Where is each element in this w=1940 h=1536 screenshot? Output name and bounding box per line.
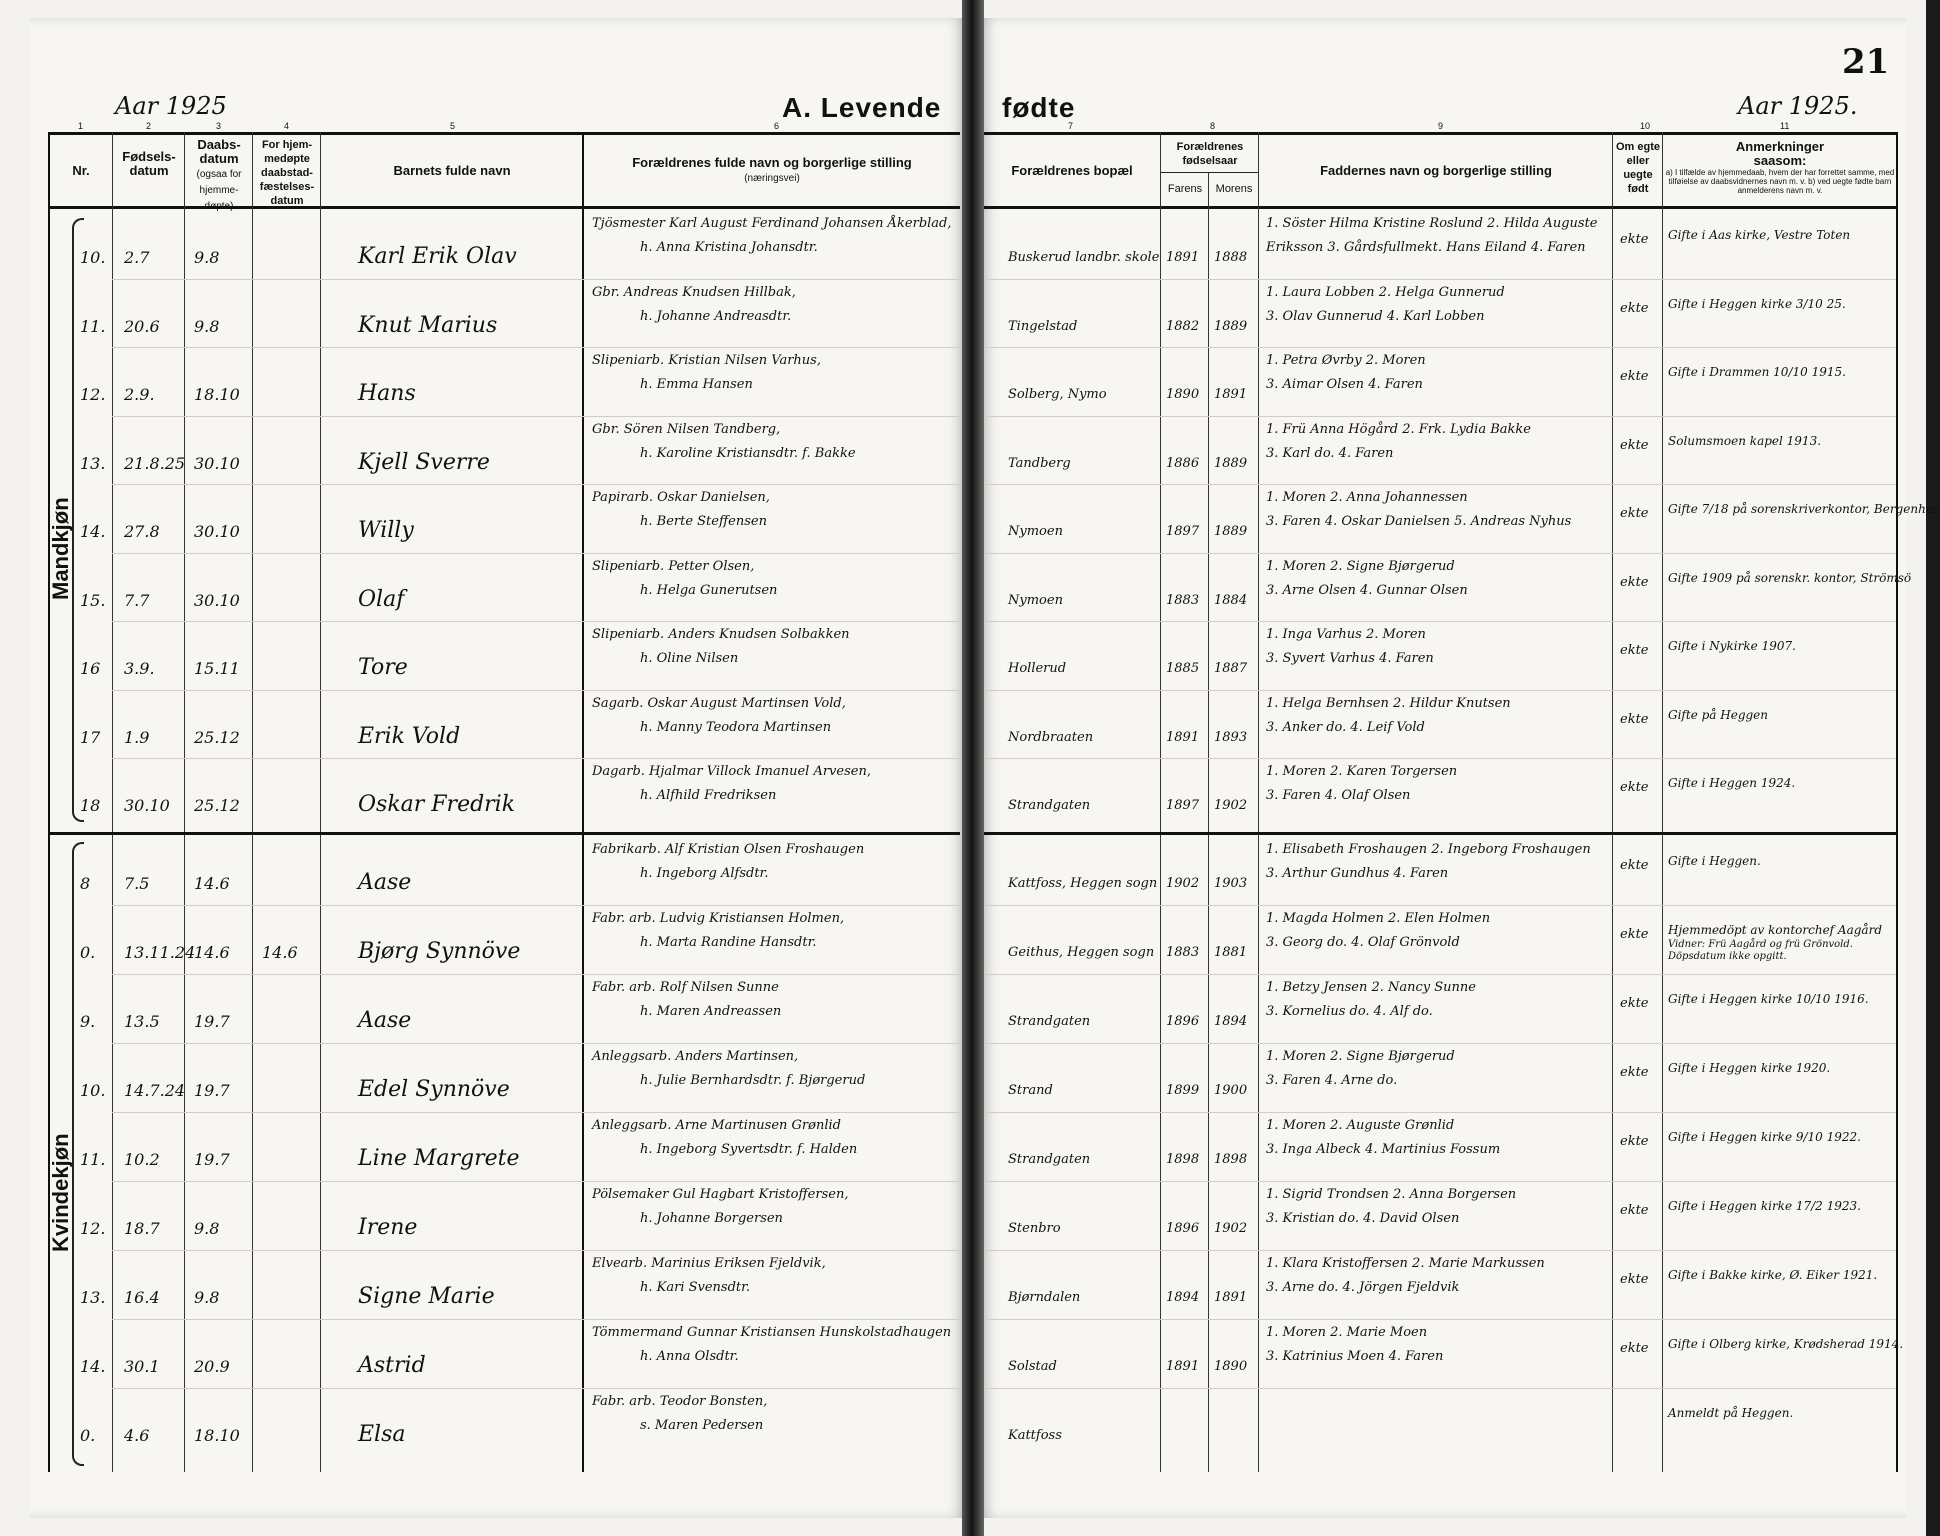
residence: Tandberg bbox=[1008, 455, 1071, 471]
mother-birth-year: 1881 bbox=[1214, 945, 1248, 960]
parent-line-1: Gbr. Andreas Knudsen Hillbak, bbox=[592, 284, 796, 300]
child-name: Knut Marius bbox=[358, 312, 498, 338]
mother-birth-year: 1900 bbox=[1214, 1083, 1248, 1098]
col-number: 2 bbox=[146, 121, 152, 131]
baptism-date: 30.10 bbox=[194, 522, 240, 541]
parent-line-1: Tjösmester Karl August Ferdinand Johansen Åkerblad, bbox=[592, 216, 952, 231]
sponsor-line-2: Eriksson 3. Gårdsfullmekt. Hans Eiland 4. Faren bbox=[1266, 240, 1586, 255]
parent-line-2: h. Manny Teodora Martinsen bbox=[640, 719, 832, 735]
parent-line-1: Fabr. arb. Ludvig Kristiansen Holmen, bbox=[592, 911, 845, 926]
birth-date: 7.5 bbox=[124, 874, 150, 893]
col-number: 6 bbox=[774, 121, 780, 131]
residence: Bjørndalen bbox=[1008, 1290, 1081, 1305]
book-gutter bbox=[962, 0, 984, 1536]
father-birth-year: 1897 bbox=[1166, 798, 1200, 813]
father-birth-year: 1902 bbox=[1166, 876, 1200, 891]
baptism-date: 25.12 bbox=[194, 727, 240, 747]
child-name: Aase bbox=[358, 1008, 412, 1033]
mother-birth-year: 1889 bbox=[1214, 318, 1248, 334]
father-birth-year: 1897 bbox=[1166, 524, 1200, 539]
sponsor-line-2: 3. Olav Gunnerud 4. Karl Lobben bbox=[1266, 308, 1485, 324]
birth-date: 18.7 bbox=[124, 1219, 160, 1238]
parent-line-2: h. Johanne Andreasdtr. bbox=[640, 308, 792, 324]
parent-line-2: h. Karoline Kristiansdtr. f. Bakke bbox=[640, 445, 856, 461]
residence: Nymoen bbox=[1008, 524, 1063, 539]
father-birth-year: 1883 bbox=[1166, 592, 1200, 608]
header-child-name: Barnets fulde navn bbox=[393, 163, 511, 178]
mother-birth-year: 1903 bbox=[1214, 876, 1248, 891]
parent-line-1: Elvearb. Marinius Eriksen Fjeldvik, bbox=[592, 1256, 826, 1271]
mother-birth-year: 1889 bbox=[1214, 455, 1248, 471]
sponsor-line-1: 1. Moren 2. Marie Moen bbox=[1266, 1325, 1428, 1340]
baptism-date: 25.12 bbox=[194, 796, 240, 815]
baptism-date: 20.9 bbox=[194, 1357, 230, 1376]
legitimacy: ekte bbox=[1620, 574, 1649, 590]
birth-date: 13.5 bbox=[124, 1012, 160, 1031]
child-name: Edel Synnöve bbox=[358, 1077, 510, 1102]
mother-birth-year: 1889 bbox=[1214, 524, 1248, 539]
sponsor-line-1: 1. Elisabeth Froshaugen 2. Ingeborg Froshaugen bbox=[1266, 842, 1591, 857]
baptism-date: 30.10 bbox=[194, 590, 240, 610]
parent-line-1: Slipeniarb. Kristian Nilsen Varhus, bbox=[592, 353, 821, 368]
residence: Solstad bbox=[1008, 1359, 1057, 1374]
residence: Geithus, Heggen sogn bbox=[1008, 945, 1155, 960]
legitimacy: ekte bbox=[1620, 1272, 1649, 1287]
baptism-date: 19.7 bbox=[194, 1081, 230, 1100]
row-number: 9. bbox=[80, 1012, 96, 1031]
remark: Gifte i Heggen kirke 9/10 1922. bbox=[1668, 1130, 1861, 1144]
row-number: 12. bbox=[80, 1219, 106, 1238]
sponsor-line-1: 1. Moren 2. Karen Torgersen bbox=[1266, 764, 1458, 779]
father-birth-year: 1886 bbox=[1166, 455, 1200, 471]
parent-line-2: h. Berte Steffensen bbox=[640, 514, 767, 529]
parent-line-1: Anleggsarb. Anders Martinsen, bbox=[592, 1049, 799, 1064]
mother-birth-year: 1893 bbox=[1214, 729, 1248, 745]
baptism-date: 9.8 bbox=[194, 1219, 220, 1238]
parent-line-2: h. Julie Bernhardsdtr. f. Bjørgerud bbox=[640, 1073, 866, 1088]
remark: Gifte i Heggen kirke 1920. bbox=[1668, 1061, 1831, 1075]
parent-line-2: h. Ingeborg Alfsdtr. bbox=[640, 866, 769, 881]
baptism-date: 18.10 bbox=[194, 385, 240, 404]
birth-date: 21.8.25 bbox=[124, 453, 186, 473]
parent-line-2: h. Emma Hansen bbox=[640, 377, 753, 392]
baptism-date: 14.6 bbox=[194, 943, 230, 962]
col-number: 10 bbox=[1640, 121, 1651, 131]
parent-line-2: h. Maren Andreassen bbox=[640, 1004, 782, 1019]
sponsor-line-2: 3. Kristian do. 4. David Olsen bbox=[1266, 1211, 1460, 1226]
residence: Strandgaten bbox=[1008, 798, 1091, 813]
row-number: 11. bbox=[80, 1150, 106, 1169]
baptism-date: 15.11 bbox=[194, 659, 240, 678]
legitimacy: ekte bbox=[1620, 643, 1649, 658]
remark: Gifte i Heggen 1924. bbox=[1668, 776, 1796, 790]
home-baptism-date: 14.6 bbox=[262, 943, 298, 962]
row-number: 15. bbox=[80, 590, 106, 610]
mother-birth-year: 1887 bbox=[1214, 661, 1248, 676]
child-name: Aase bbox=[358, 870, 412, 895]
mother-birth-year: 1898 bbox=[1214, 1152, 1248, 1167]
child-name: Line Margrete bbox=[358, 1146, 520, 1171]
legitimacy: ekte bbox=[1620, 1203, 1649, 1218]
right-year: Aar 1925. bbox=[1738, 92, 1858, 120]
col-number: 7 bbox=[1068, 121, 1074, 131]
legitimacy: ekte bbox=[1620, 858, 1649, 873]
parent-line-1: Fabrikarb. Alf Kristian Olsen Froshaugen bbox=[592, 842, 865, 857]
birth-date: 20.6 bbox=[124, 316, 160, 336]
father-birth-year: 1883 bbox=[1166, 945, 1200, 960]
residence: Buskerud landbr. skole bbox=[1008, 250, 1160, 265]
legitimacy: ekte bbox=[1620, 996, 1649, 1011]
legitimacy: ekte bbox=[1620, 232, 1649, 247]
father-birth-year: 1891 bbox=[1166, 729, 1200, 745]
mother-birth-year: 1902 bbox=[1214, 1221, 1248, 1236]
baptism-date: 19.7 bbox=[194, 1150, 230, 1169]
father-birth-year: 1890 bbox=[1166, 387, 1200, 402]
father-birth-year: 1898 bbox=[1166, 1152, 1200, 1167]
baptism-note: (ogsaa for hjemme-døpte) bbox=[196, 169, 242, 212]
header-parents bbox=[584, 156, 960, 186]
birth-date: 1.9 bbox=[124, 727, 150, 747]
col-number: 5 bbox=[450, 121, 456, 131]
parent-line-1: Dagarb. Hjalmar Villock Imanuel Arvesen, bbox=[592, 764, 871, 779]
header-sponsors: Faddernes navn og borgerlige stilling bbox=[1320, 163, 1552, 178]
residence: Strandgaten bbox=[1008, 1014, 1091, 1029]
parents-label: Forældrenes fulde navn og borgerlige stilling bbox=[632, 155, 912, 170]
sponsor-line-2: 3. Faren 4. Oskar Danielsen 5. Andreas Nyhus bbox=[1266, 514, 1572, 529]
parent-line-2: h. Marta Randine Hansdtr. bbox=[640, 935, 817, 950]
parent-line-1: Pölsemaker Gul Hagbart Kristoffersen, bbox=[592, 1187, 849, 1202]
col-number: 4 bbox=[284, 121, 290, 131]
baptism-date: 14.6 bbox=[194, 874, 230, 893]
remark: Solumsmoen kapel 1913. bbox=[1668, 433, 1822, 448]
parents-note: (næringsvei) bbox=[744, 173, 800, 184]
father-birth-year: 1882 bbox=[1166, 318, 1200, 334]
remarks-sub: saasom: bbox=[1753, 153, 1807, 168]
sponsor-line-1: 1. Magda Holmen 2. Elen Holmen bbox=[1266, 911, 1491, 926]
father-birth-year: 1891 bbox=[1166, 250, 1200, 265]
baptism-date: 9.8 bbox=[194, 1288, 220, 1307]
row-number: 16 bbox=[80, 659, 101, 678]
remark: Gifte i Olberg kirke, Krødsherad 1914. bbox=[1668, 1337, 1904, 1351]
baptism-date: 19.7 bbox=[194, 1012, 230, 1031]
legitimacy: ekte bbox=[1620, 1341, 1649, 1356]
header-legitimate: Om egte eller uegte født bbox=[1615, 141, 1660, 195]
sponsor-line-1: 1. Klara Kristoffersen 2. Marie Markussen bbox=[1266, 1256, 1545, 1271]
sponsor-line-2: 3. Faren 4. Arne do. bbox=[1266, 1073, 1398, 1088]
residence: Stenbro bbox=[1008, 1221, 1061, 1236]
sponsor-line-2: 3. Arne Olsen 4. Gunnar Olsen bbox=[1266, 582, 1468, 598]
child-name: Tore bbox=[358, 655, 408, 680]
row-number: 18 bbox=[80, 796, 101, 815]
child-name: Irene bbox=[358, 1215, 418, 1240]
residence: Hollerud bbox=[1008, 661, 1067, 676]
father-birth-year: 1885 bbox=[1166, 661, 1200, 676]
header-father: Farens bbox=[1167, 183, 1203, 195]
row-number: 0. bbox=[80, 1426, 96, 1445]
parent-line-2: s. Maren Pedersen bbox=[640, 1418, 764, 1433]
mother-birth-year: 1891 bbox=[1214, 1290, 1248, 1305]
sponsor-line-1: 1. Frü Anna Högård 2. Frk. Lydia Bakke bbox=[1266, 421, 1531, 437]
sponsor-line-1: 1. Laura Lobben 2. Helga Gunnerud bbox=[1266, 284, 1505, 300]
col-number: 1 bbox=[78, 121, 84, 131]
birth-date: 30.10 bbox=[124, 796, 170, 815]
baptism-date-label: Daabs-datum bbox=[197, 137, 241, 166]
remark: Gifte 1909 på sorenskr. kontor, Strömsö bbox=[1668, 570, 1912, 585]
sponsor-line-2: 3. Faren 4. Olaf Olsen bbox=[1266, 788, 1411, 803]
row-number: 8 bbox=[80, 874, 91, 893]
parent-line-1: Fabr. arb. Rolf Nilsen Sunne bbox=[592, 980, 779, 995]
col-number: 8 bbox=[1210, 121, 1216, 131]
residence: Kattfoss, Heggen sogn bbox=[1008, 876, 1158, 891]
remark-extra: Vidner: Frü Aagård og frü Grönvold. Döpsdatum ikke opgitt. bbox=[1668, 939, 1853, 962]
sponsor-line-1: 1. Sigrid Trondsen 2. Anna Borgersen bbox=[1266, 1187, 1517, 1202]
header-home-baptized: For hjem-medøpte daabstad-fæstelses-datum bbox=[259, 139, 315, 207]
legitimacy: ekte bbox=[1620, 506, 1649, 521]
father-birth-year: 1899 bbox=[1166, 1083, 1200, 1098]
sponsor-line-2: 3. Karl do. 4. Faren bbox=[1266, 445, 1394, 461]
sponsor-line-1: 1. Söster Hilma Kristine Roslund 2. Hilda Auguste bbox=[1266, 216, 1598, 231]
sponsor-line-1: 1. Helga Bernhsen 2. Hildur Knutsen bbox=[1266, 695, 1511, 711]
parent-line-2: h. Alfhild Fredriksen bbox=[640, 788, 777, 803]
sponsor-line-2: 3. Georg do. 4. Olaf Grönvold bbox=[1266, 935, 1460, 950]
header-baptism-date bbox=[186, 138, 252, 214]
row-number: 14. bbox=[80, 522, 106, 541]
legitimacy: ekte bbox=[1620, 300, 1649, 316]
legitimacy: ekte bbox=[1620, 1134, 1649, 1149]
mother-birth-year: 1888 bbox=[1214, 250, 1248, 265]
residence: Strandgaten bbox=[1008, 1152, 1091, 1167]
legitimacy: ekte bbox=[1620, 711, 1649, 727]
header-birth-year: Forældrenes fødselsaar bbox=[1176, 141, 1244, 167]
parent-line-2: h. Ingeborg Syvertsdtr. f. Halden bbox=[640, 1142, 858, 1157]
legitimacy: ekte bbox=[1620, 369, 1649, 384]
remark: Gifte i Drammen 10/10 1915. bbox=[1668, 365, 1846, 379]
parent-line-1: Gbr. Sören Nilsen Tandberg, bbox=[592, 421, 781, 437]
child-name: Signe Marie bbox=[358, 1284, 495, 1309]
legitimacy: ekte bbox=[1620, 927, 1649, 942]
child-name: Hans bbox=[358, 381, 416, 406]
parent-line-1: Slipeniarb. Anders Knudsen Solbakken bbox=[592, 627, 850, 642]
remark: Gifte i Nykirke 1907. bbox=[1668, 639, 1796, 653]
parent-line-2: h. Helga Gunerutsen bbox=[640, 582, 778, 598]
child-name: Kjell Sverre bbox=[358, 449, 490, 475]
parent-line-1: Slipeniarb. Petter Olsen, bbox=[592, 558, 755, 574]
parent-line-2: h. Johanne Borgersen bbox=[640, 1211, 783, 1226]
residence: Strand bbox=[1008, 1083, 1053, 1098]
baptism-date: 9.8 bbox=[194, 316, 220, 336]
remark: Gifte på Heggen bbox=[1668, 707, 1769, 722]
parent-line-2: h. Anna Kristina Johansdtr. bbox=[640, 240, 818, 255]
remark: Gifte i Heggen. bbox=[1668, 854, 1761, 868]
sponsor-line-2: 3. Syvert Varhus 4. Faren bbox=[1266, 651, 1434, 666]
birth-date: 4.6 bbox=[124, 1426, 150, 1445]
baptism-date: 18.10 bbox=[194, 1426, 240, 1445]
sponsor-line-2: 3. Katrinius Moen 4. Faren bbox=[1266, 1349, 1444, 1364]
father-birth-year: 1891 bbox=[1166, 1359, 1200, 1374]
remark: Gifte i Bakke kirke, Ø. Eiker 1921. bbox=[1668, 1268, 1878, 1282]
header-residence: Forældrenes bopæl bbox=[1011, 163, 1133, 178]
section-female: Kvindekjøn bbox=[48, 1133, 73, 1252]
father-birth-year: 1896 bbox=[1166, 1221, 1200, 1236]
legitimacy: ekte bbox=[1620, 1065, 1649, 1080]
baptism-date: 9.8 bbox=[194, 248, 220, 267]
residence: Tingelstad bbox=[1008, 318, 1078, 334]
sponsor-line-2: 3. Arne do. 4. Jörgen Fjeldvik bbox=[1266, 1280, 1460, 1295]
parent-line-1: Sagarb. Oskar August Martinsen Vold, bbox=[592, 695, 846, 711]
legitimacy: ekte bbox=[1620, 437, 1649, 453]
header-mother: Morens bbox=[1215, 183, 1253, 195]
mother-birth-year: 1890 bbox=[1214, 1359, 1248, 1374]
child-name: Oskar Fredrik bbox=[358, 792, 516, 817]
remarks-note: a) I tilfælde av hjemmedaab, hvem der har forrettet samme, med tilføielse av daabsvidnernes navn m. v. b) ved uegte fødte barn anmelderens navn m. v. bbox=[1665, 168, 1895, 195]
remark: Gifte i Heggen kirke 10/10 1916. bbox=[1668, 992, 1869, 1006]
sponsor-line-1: 1. Moren 2. Signe Bjørgerud bbox=[1266, 1049, 1455, 1064]
parent-line-2: h. Kari Svensdtr. bbox=[640, 1280, 751, 1295]
row-number: 17 bbox=[80, 727, 101, 747]
child-name: Erik Vold bbox=[358, 723, 461, 749]
mother-birth-year: 1902 bbox=[1214, 798, 1248, 813]
birth-date: 2.9. bbox=[124, 385, 155, 404]
birth-date: 13.11.24 bbox=[124, 943, 196, 962]
parent-line-1: Fabr. arb. Teodor Bonsten, bbox=[592, 1394, 768, 1409]
remark: Gifte i Heggen kirke 17/2 1923. bbox=[1668, 1199, 1861, 1213]
residence: Kattfoss bbox=[1008, 1428, 1062, 1443]
sponsor-line-2: 3. Aimar Olsen 4. Faren bbox=[1266, 377, 1423, 392]
sponsor-line-2: 3. Kornelius do. 4. Alf do. bbox=[1266, 1004, 1433, 1019]
child-name: Karl Erik Olav bbox=[358, 244, 517, 269]
child-name: Olaf bbox=[358, 586, 405, 612]
header-nr: Nr. bbox=[72, 163, 90, 178]
birth-date: 3.9. bbox=[124, 659, 155, 678]
parent-line-1: Papirarb. Oskar Danielsen, bbox=[592, 490, 770, 505]
birth-date: 2.7 bbox=[124, 248, 150, 267]
residence: Solberg, Nymo bbox=[1008, 387, 1107, 402]
row-number: 10. bbox=[80, 248, 106, 267]
residence: Nymoen bbox=[1008, 592, 1063, 608]
child-name: Willy bbox=[358, 518, 414, 543]
sponsor-line-2: 3. Arthur Gundhus 4. Faren bbox=[1266, 866, 1449, 881]
parent-line-1: Tömmermand Gunnar Kristiansen Hunskolstadhaugen bbox=[592, 1325, 952, 1340]
father-birth-year: 1896 bbox=[1166, 1014, 1200, 1029]
remarks-label: Anmerkninger bbox=[1735, 139, 1825, 154]
row-number: 11. bbox=[80, 316, 106, 336]
sponsor-line-2: 3. Anker do. 4. Leif Vold bbox=[1266, 719, 1425, 735]
remark: Anmeldt på Heggen. bbox=[1668, 1406, 1794, 1420]
sponsor-line-1: 1. Petra Øvrby 2. Moren bbox=[1266, 353, 1426, 368]
row-number: 13. bbox=[80, 1288, 106, 1307]
birth-date: 7.7 bbox=[124, 590, 150, 610]
mother-birth-year: 1891 bbox=[1214, 387, 1248, 402]
birth-date: 30.1 bbox=[124, 1357, 160, 1376]
sponsor-line-2: 3. Inga Albeck 4. Martinius Fossum bbox=[1266, 1142, 1501, 1157]
title-right: fødte bbox=[1002, 92, 1076, 123]
col-number: 9 bbox=[1438, 121, 1444, 131]
parent-line-2: h. Anna Olsdtr. bbox=[640, 1349, 739, 1364]
remark: Gifte i Aas kirke, Vestre Toten bbox=[1668, 228, 1851, 242]
remark: Gifte 7/18 på sorenskriverkontor, Bergenhus bbox=[1668, 502, 1940, 516]
col-number: 11 bbox=[1780, 121, 1790, 131]
legitimacy: ekte bbox=[1620, 780, 1649, 795]
sponsor-line-1: 1. Moren 2. Auguste Grønlid bbox=[1266, 1118, 1455, 1133]
mother-birth-year: 1894 bbox=[1214, 1014, 1248, 1029]
parent-line-1: Anleggsarb. Arne Martinusen Grønlid bbox=[592, 1118, 841, 1133]
sponsor-line-1: 1. Inga Varhus 2. Moren bbox=[1266, 627, 1426, 642]
birth-date: 14.7.24 bbox=[124, 1081, 186, 1100]
header-birth-date: Fødsels-datum bbox=[122, 149, 176, 178]
col-number: 3 bbox=[216, 121, 222, 131]
child-name: Astrid bbox=[358, 1353, 426, 1378]
child-name: Bjørg Synnöve bbox=[358, 939, 521, 964]
row-number: 14. bbox=[80, 1357, 106, 1376]
page-number: 21 bbox=[1842, 42, 1890, 82]
row-number: 13. bbox=[80, 453, 106, 473]
birth-date: 27.8 bbox=[124, 522, 160, 541]
row-number: 12. bbox=[80, 385, 106, 404]
birth-date: 16.4 bbox=[124, 1288, 160, 1307]
father-birth-year: 1894 bbox=[1166, 1290, 1200, 1305]
remark: Hjemmedöpt av kontorchef Aagård bbox=[1668, 923, 1883, 937]
sponsor-line-1: 1. Moren 2. Signe Bjørgerud bbox=[1266, 558, 1455, 574]
title-left: A. Levende bbox=[782, 92, 942, 123]
remark: Gifte i Heggen kirke 3/10 25. bbox=[1668, 296, 1846, 311]
mother-birth-year: 1884 bbox=[1214, 592, 1248, 608]
birth-date: 10.2 bbox=[124, 1150, 160, 1169]
residence: Nordbraaten bbox=[1008, 729, 1094, 745]
child-name: Elsa bbox=[358, 1422, 406, 1447]
parent-line-2: h. Oline Nilsen bbox=[640, 651, 739, 666]
header-remarks bbox=[1664, 140, 1896, 195]
row-number: 0. bbox=[80, 943, 96, 962]
left-year: Aar 1925 bbox=[115, 92, 227, 120]
section-male: Mandkjøn bbox=[48, 497, 73, 600]
sponsor-line-1: 1. Betzy Jensen 2. Nancy Sunne bbox=[1266, 980, 1476, 995]
row-number: 10. bbox=[80, 1081, 106, 1100]
baptism-date: 30.10 bbox=[194, 453, 240, 473]
sponsor-line-1: 1. Moren 2. Anna Johannessen bbox=[1266, 490, 1468, 505]
